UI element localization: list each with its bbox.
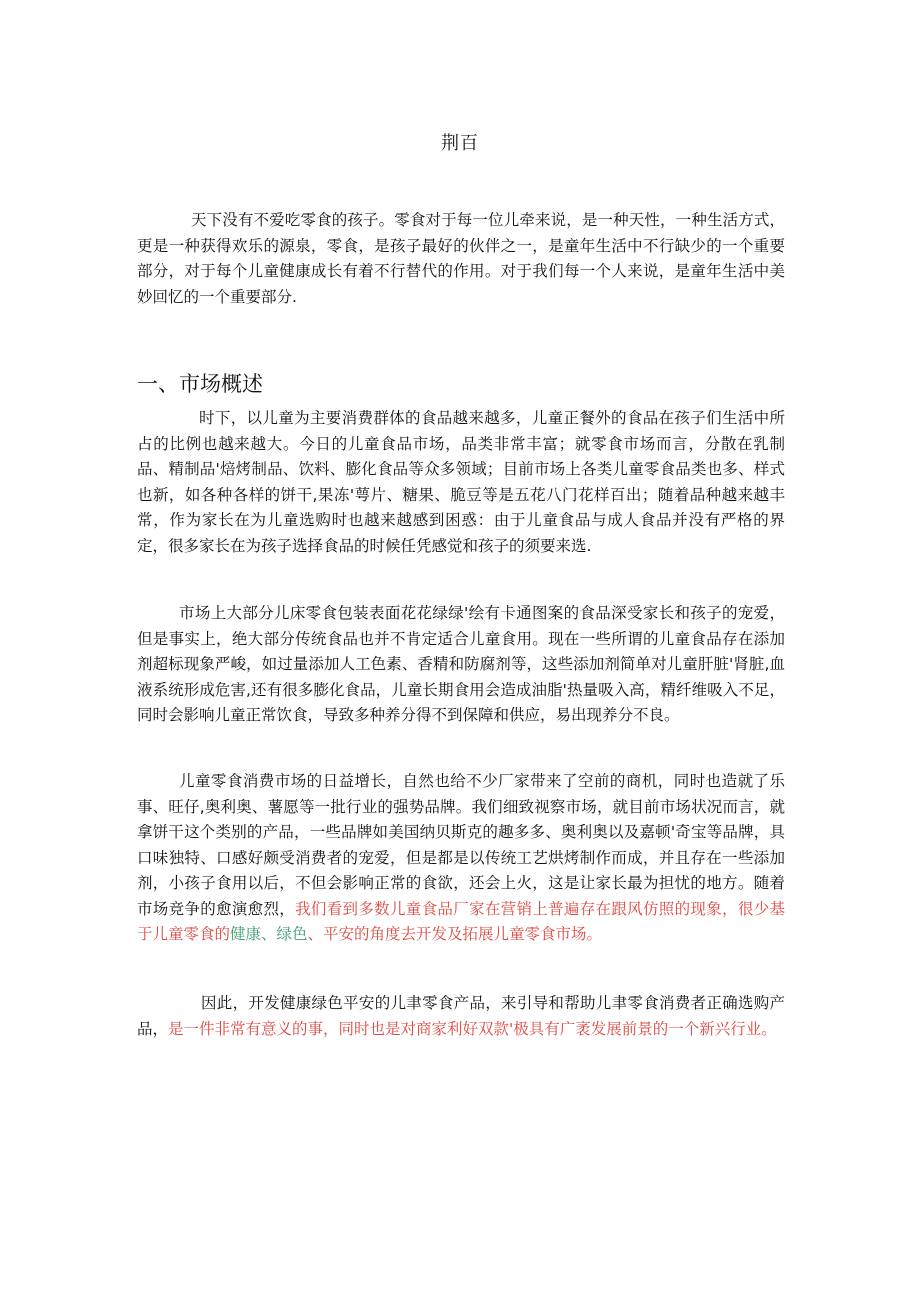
- market-paragraph-2: 市场上大部分儿床零食包装表面花花绿绿'绘有卡通图案的食品深受家长和孩子的宠爱，但是事实上，绝大部分传统食品也并不肯定适合儿童食用。现在一些所谓的儿童食品存在添加剂超标现象严峻，如过量添加人工色素、香精和防腐剂等，这些添加剂简单对儿童肝脏'肾脏,血液系统形成危害,还有很多膨化食品，儿童长期食用会造成油脂'热量吸入高，精纤维吸入不足，同时会影响儿童正常饮食，导致多种养分得不到保障和供应，易出现养分不良。: [137, 604, 785, 724]
- section-heading-market-overview: 一、市场概述: [137, 372, 263, 396]
- paragraph-3-green-highlight: 健康、绿色: [230, 925, 308, 943]
- paragraph-3-highlight: 我们看到多数儿童食品厂家在营销上普遍存在跟风仿照的现象，很少基于儿童零食的: [137, 899, 785, 943]
- page-title: 荆百: [441, 133, 479, 154]
- paragraph-3-highlight-end: 、平安的角度去开发及拓展儿童零食市场。: [307, 925, 603, 943]
- market-paragraph-1: 时下，以儿童为主要消费群体的食品越来越多，儿童正餐外的食品在孩子们生活中所占的比例也越来越大。今日的儿童食品市场，品类非常丰富；就零食市场而言，分散在乳制品、精制品'焙烤制品、饮料、膨化食品等众多领域；目前市场上各类儿童零食品类也多、样式也新，如各种各样的饼干,果冻'萼片、糖果、脆豆等是五花八门花样百出；随着品种越来越丰常，作为家长在为儿童选购时也越来越感到困惑：由于儿童食品与成人食品并没有严格的界定，很多家长在为孩子选择食品的时候任凭感觉和孩子的须要来选.: [137, 409, 785, 555]
- market-paragraph-4: [137, 991, 785, 1042]
- paragraph-4-text: 因此，开发健康绿色平安的儿聿零食产品，来引导和帮助儿聿零食消费者正确选购产品，: [137, 994, 785, 1038]
- paragraph-3-text: 儿童零食消费市场的日益增长，自然也给不少厂家带来了空前的商机，同时也造就了乐事、旺仔,奥利奥、薯愿等一批行业的强势品牌。我们细致视察市场，就目前市场状况而言，就拿饼干这个类别的产品，一些品牌如美国纳贝斯克的趣多多、奥利奥以及嘉顿'奇宝等品牌，具口味独特、口感好颇受消费者的宠爱，但是都是以传统工艺烘烤制作而成，并且存在一些添加剂，小孩子食用以后，不但会影响正常的食欲，还会上火，这是让家长最为担忧的地方。随着市场竞争的愈演愈烈，: [137, 772, 785, 918]
- paragraph-4-highlight: 是一件非常有意义的事，同时也是对商家利好双款'极具有广袤发展前景的一个新兴行业。: [168, 1019, 777, 1038]
- intro-paragraph: 天下没有不爱吃零食的孩子。零食对于每一位儿牵来说，是一种天性，一种生活方式，更是一种获得欢乐的源泉，零食，是孩子最好的伙伴之一，是童年生活中不行缺少的一个重要部分，对于每个儿童健康成长有着不行替代的作用。对于我们每一个人来说，是童年生活中美妙回忆的一个重要部分.: [137, 211, 785, 306]
- market-paragraph-3: [137, 769, 785, 948]
